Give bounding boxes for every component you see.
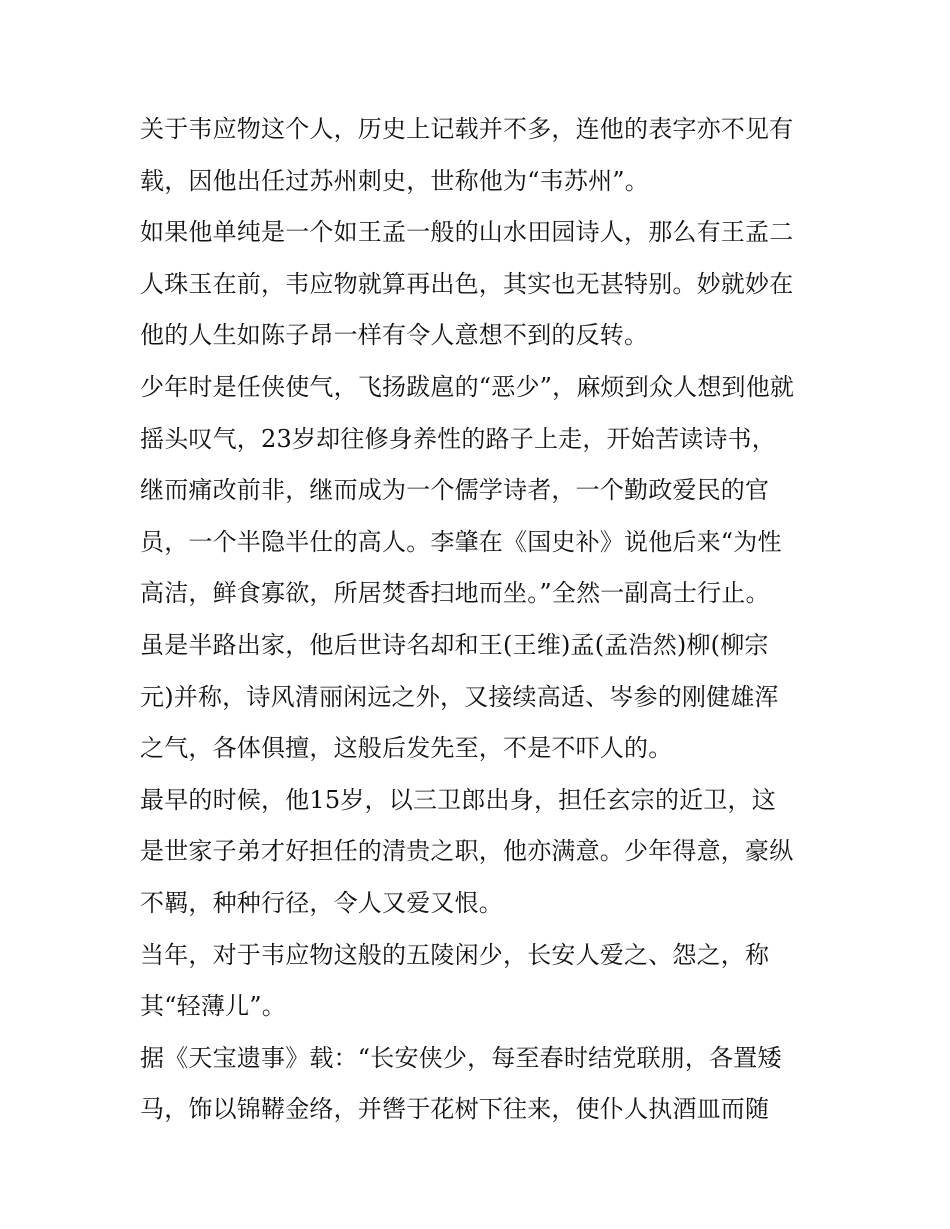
text-line: 最早的时候，他15岁，以三卫郎出身，担任玄宗的近卫，这 [140, 785, 776, 814]
text-line: 据《天宝遗事》载：“长安侠少，每至春时结党联朋，各置矮 [140, 1043, 782, 1072]
text-line: 少年时是任侠使气，飞扬跋扈的“恶少”，麻烦到众人想到他就 [140, 372, 795, 401]
text-line: 载，因他出任过苏州刺史，世称他为“韦苏州”。 [140, 166, 649, 195]
text-line: 当年，对于韦应物这般的五陵闲少，长安人爱之、怨之，称 [140, 940, 770, 969]
text-line: 人珠玉在前，韦应物就算再出色，其实也无甚特别。妙就妙在 [140, 269, 794, 298]
text-line: 关于韦应物这个人，历史上记载并不多，连他的表字亦不见有 [140, 115, 794, 143]
text-line: 如果他单纯是一个如王孟一般的山水田园诗人，那么有王孟二 [140, 218, 794, 247]
text-line: 虽是半路出家，他后世诗名却和王(王维)孟(孟浩然)柳(柳宗 [140, 630, 769, 659]
text-line: 他的人生如陈子昂一样有令人意想不到的反转。 [140, 321, 649, 350]
text-line: 高洁，鲜食寡欲，所居焚香扫地而坐。”全然一副高士行止。 [140, 579, 770, 608]
text-line: 不羁，种种行径，令人又爱又恨。 [140, 888, 503, 917]
text-line: 元)并称，诗风清丽闲远之外，又接续高适、岑参的刚健雄浑 [140, 682, 779, 711]
text-line: 继而痛改前非，继而成为一个儒学诗者，一个勤政爱民的官 [140, 476, 770, 505]
text-line: 其“轻薄儿”。 [140, 992, 286, 1021]
article-body [140, 104, 830, 1136]
text-line: 是世家子弟才好担任的清贵之职，他亦满意。少年得意，豪纵 [140, 837, 794, 866]
text-line: 员，一个半隐半仕的高人。李肇在《国史补》说他后来“为性 [140, 527, 782, 556]
text-line: 马，饰以锦鞯金络，并辔于花树下往来，使仆人执酒皿而随 [140, 1095, 770, 1124]
text-line: 之气，各体俱擅，这般后发先至，不是不吓人的。 [140, 734, 673, 763]
text-line: 摇头叹气，23岁却往修身养性的路子上走，开始苦读诗书， [140, 424, 776, 453]
